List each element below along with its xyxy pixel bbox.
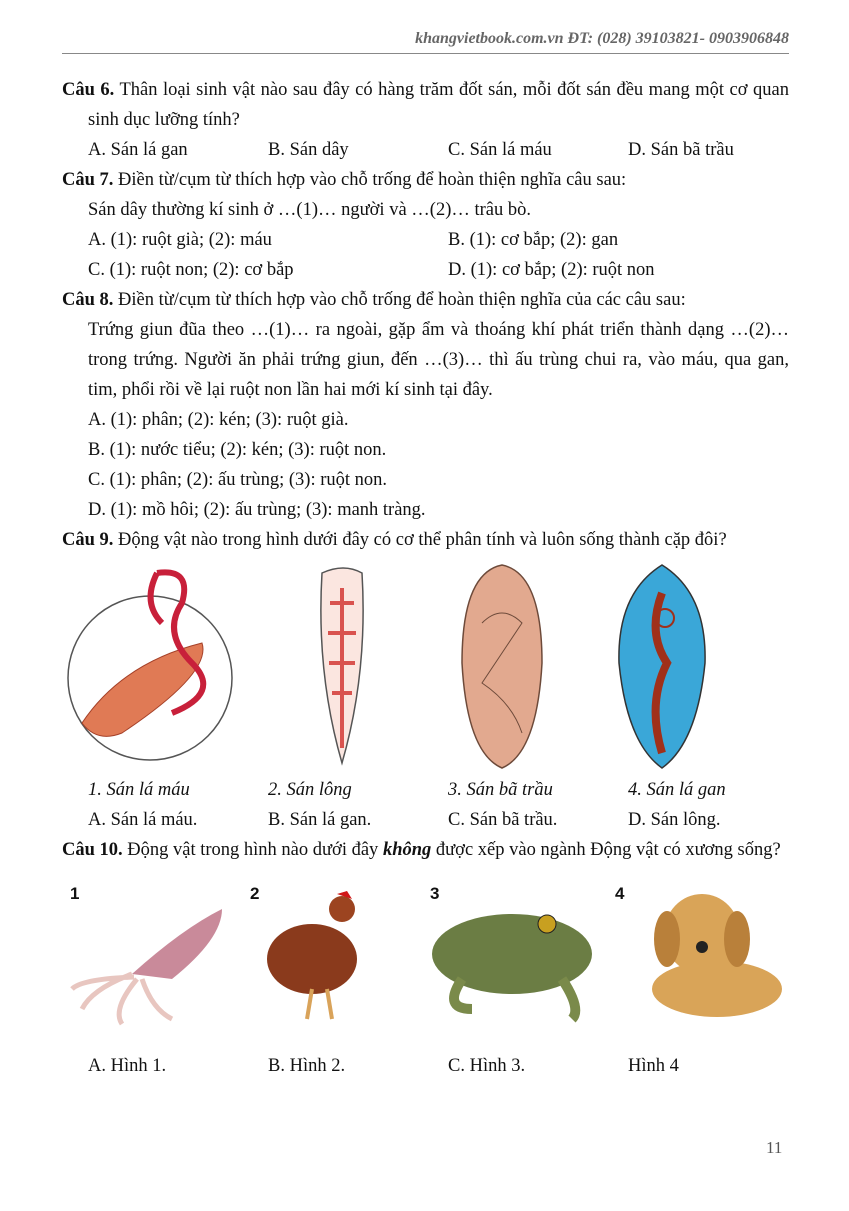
header-divider xyxy=(62,53,789,54)
question-label: Câu 9. xyxy=(62,530,114,550)
question-label: Câu 10. xyxy=(62,840,123,860)
question-text: Thân loại sinh vật nào sau đây có hàng trăm đốt sán, mỗi đốt sán đều mang một cơ quan sinh dục lưỡng tính? xyxy=(88,80,789,130)
question-text: Động vật nào trong hình dưới đây có cơ thể phân tính và luôn sống thành cặp đôi? xyxy=(113,530,727,550)
option-b: B. Hình 2. xyxy=(268,1056,346,1076)
planarian-image xyxy=(282,563,402,773)
option-a: A. Sán lá máu. xyxy=(88,810,198,830)
question-label: Câu 7. xyxy=(62,170,114,190)
question-7-passage: Sán dây thường kí sinh ở …(1)… người và …(2)… trâu bò. xyxy=(88,200,531,220)
question-8 xyxy=(62,285,789,315)
option-d: Hình 4 xyxy=(628,1056,679,1076)
dog-photo xyxy=(607,879,772,1029)
image-number: 1 xyxy=(70,884,80,903)
page-header: khangvietbook.com.vn ĐT: (028) 39103821- 0903906848 xyxy=(415,30,789,47)
option-b: B. (1): nước tiểu; (2): kén; (3): ruột non. xyxy=(88,440,387,460)
question-label: Câu 6. xyxy=(62,80,115,100)
caption-3: 3. Sán bã trầu xyxy=(448,780,553,800)
figure-captions xyxy=(62,775,789,805)
question-label: Câu 8. xyxy=(62,290,114,310)
liver-fluke-image xyxy=(607,563,717,773)
frog-photo xyxy=(422,879,587,1029)
option-a: A. Hình 1. xyxy=(88,1056,167,1076)
page-content xyxy=(62,75,789,1081)
squid-photo xyxy=(62,879,227,1029)
chicken-photo xyxy=(242,879,407,1029)
option-c: C. Sán bã trầu. xyxy=(448,810,558,830)
caption-4: 4. Sán lá gan xyxy=(628,780,726,800)
image-number: 2 xyxy=(250,884,260,903)
caption-1: 1. Sán lá máu xyxy=(88,780,190,800)
option-d: D. Sán lông. xyxy=(628,810,721,830)
caption-2: 2. Sán lông xyxy=(268,780,352,800)
question-10 xyxy=(62,835,789,865)
option-c: C. Hình 3. xyxy=(448,1056,526,1076)
question-text: Điền từ/cụm từ thích hợp vào chỗ trống để hoàn thiện nghĩa của các câu sau: xyxy=(113,290,686,310)
option-c: C. (1): phân; (2): ấu trùng; (3): ruột non. xyxy=(88,470,388,490)
option-a: A. Sán lá gan xyxy=(88,140,188,160)
question-7-options xyxy=(62,225,789,255)
intestinal-fluke-image xyxy=(442,563,562,773)
option-d: D. Sán bã trầu xyxy=(628,140,734,160)
question-10-options xyxy=(62,1051,789,1081)
question-text: Điền từ/cụm từ thích hợp vào chỗ trống để hoàn thiện nghĩa câu sau: xyxy=(113,170,627,190)
option-a: A. (1): phân; (2): kén; (3): ruột già. xyxy=(88,410,349,430)
option-b: B. Sán dây xyxy=(268,140,349,160)
flatworm-figures xyxy=(62,563,789,773)
question-8-passage: Trứng giun đũa theo …(1)… ra ngoài, gặp ẩm và thoáng khí phát triển thành dạng …(2)… trong trứng. Người ăn phải trứng giun, đến …(3)… thì ấu trùng chui ra, vào máu, qua gan, tim, phổi rồi về lại ruột non lần hai mới kí sinh tại đây. xyxy=(88,320,789,400)
question-9 xyxy=(62,525,789,555)
emphasis-text: không xyxy=(382,840,432,860)
question-6-options xyxy=(62,135,789,165)
option-d: D. (1): mồ hôi; (2): ấu trùng; (3): manh tràng. xyxy=(88,500,426,520)
question-text: Động vật trong hình nào dưới đây xyxy=(122,840,383,860)
question-7-options-row2 xyxy=(62,255,789,285)
option-d: D. (1): cơ bắp; (2): ruột non xyxy=(448,260,655,280)
image-number: 3 xyxy=(430,884,440,903)
option-c: C. (1): ruột non; (2): cơ bắp xyxy=(88,260,294,280)
option-b: B. (1): cơ bắp; (2): gan xyxy=(448,230,619,250)
option-a: A. (1): ruột già; (2): máu xyxy=(88,230,272,250)
question-text-end: được xếp vào ngành Động vật có xương sống? xyxy=(431,840,781,860)
option-b: B. Sán lá gan. xyxy=(268,810,372,830)
page-number: 11 xyxy=(766,1138,783,1157)
blood-fluke-image xyxy=(62,563,242,773)
question-6 xyxy=(62,75,789,135)
question-7 xyxy=(62,165,789,195)
image-number: 4 xyxy=(615,884,625,903)
question-9-options xyxy=(62,805,789,835)
animal-photos xyxy=(62,879,789,1039)
option-c: C. Sán lá máu xyxy=(448,140,552,160)
